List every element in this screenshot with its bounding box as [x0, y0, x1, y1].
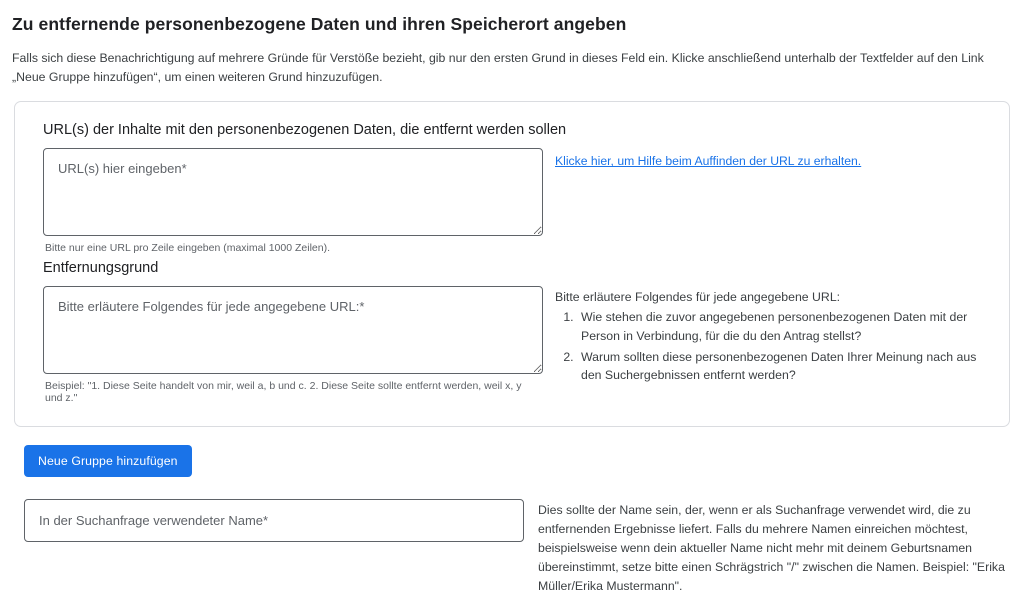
url-textarea[interactable] — [43, 148, 543, 236]
reason-section-row — [33, 286, 991, 404]
add-group-button[interactable]: Neue Gruppe hinzufügen — [24, 445, 192, 477]
url-section-heading: URL(s) der Inhalte mit den personenbezogenen Daten, die entfernt werden sollen — [43, 122, 567, 139]
removal-group-panel — [14, 101, 1010, 427]
reason-guidance-list — [555, 308, 991, 385]
page-title: Zu entfernende personenbezogene Daten und ihren Speicherort angeben — [12, 14, 627, 34]
url-help-column — [555, 148, 991, 170]
search-name-input[interactable] — [24, 499, 524, 542]
search-name-row — [10, 499, 1014, 596]
reason-hint: Beispiel: "1. Diese Seite handelt von mir, weil a, b und c. 2. Diese Seite sollte entfernt werden, weil x, y und z." — [45, 380, 522, 405]
url-help-link[interactable]: Klicke hier, um Hilfe beim Auffinden der URL zu erhalten. — [555, 154, 862, 169]
url-input-column — [43, 148, 541, 254]
url-hint: Bitte nur eine URL pro Zeile eingeben (maximal 1000 Zeilen). — [45, 242, 331, 255]
reason-section-heading: Entfernungsgrund — [43, 260, 159, 277]
url-section-row — [33, 148, 991, 254]
reason-guidance-column — [555, 286, 991, 388]
list-item: 1. Wie stehen die zuvor angegebenen personenbezogenen Daten mit der Person in Verbindung, für die du den Antrag stellst? — [577, 308, 991, 345]
reason-guidance-title: Bitte erläutere Folgendes für jede angegebene URL: — [555, 290, 841, 305]
intro-paragraph: Falls sich diese Benachrichtigung auf mehrere Gründe für Verstöße bezieht, gib nur den ersten Grund in dieses Feld ein. Klicke anschließend unterhalb der Textfelder auf den Link „Neue Gruppe hinzufügen“, um einen weiteren Grund hinzuzufügen. — [12, 51, 984, 85]
list-item: 2. Warum sollten diese personenbezogenen Daten Ihrer Meinung nach aus den Suchergebnissen entfernt werden? — [577, 348, 991, 385]
reason-input-column — [43, 286, 541, 404]
search-name-description: Dies sollte der Name sein, der, wenn er als Suchanfrage verwendet wird, die zu entfernenden Ergebnisse liefert. Falls du mehrere Namen einreichen möchtest, beispielsweise wenn dein aktueller Name nicht mehr mit deinem Geburtsnamen übereinstimmt, setze bitte einen Schrägstrich "/" zwischen die Namen. Beispiel: "Erika Müller/Erika Mustermann". — [538, 503, 1005, 594]
reason-textarea[interactable] — [43, 286, 543, 374]
